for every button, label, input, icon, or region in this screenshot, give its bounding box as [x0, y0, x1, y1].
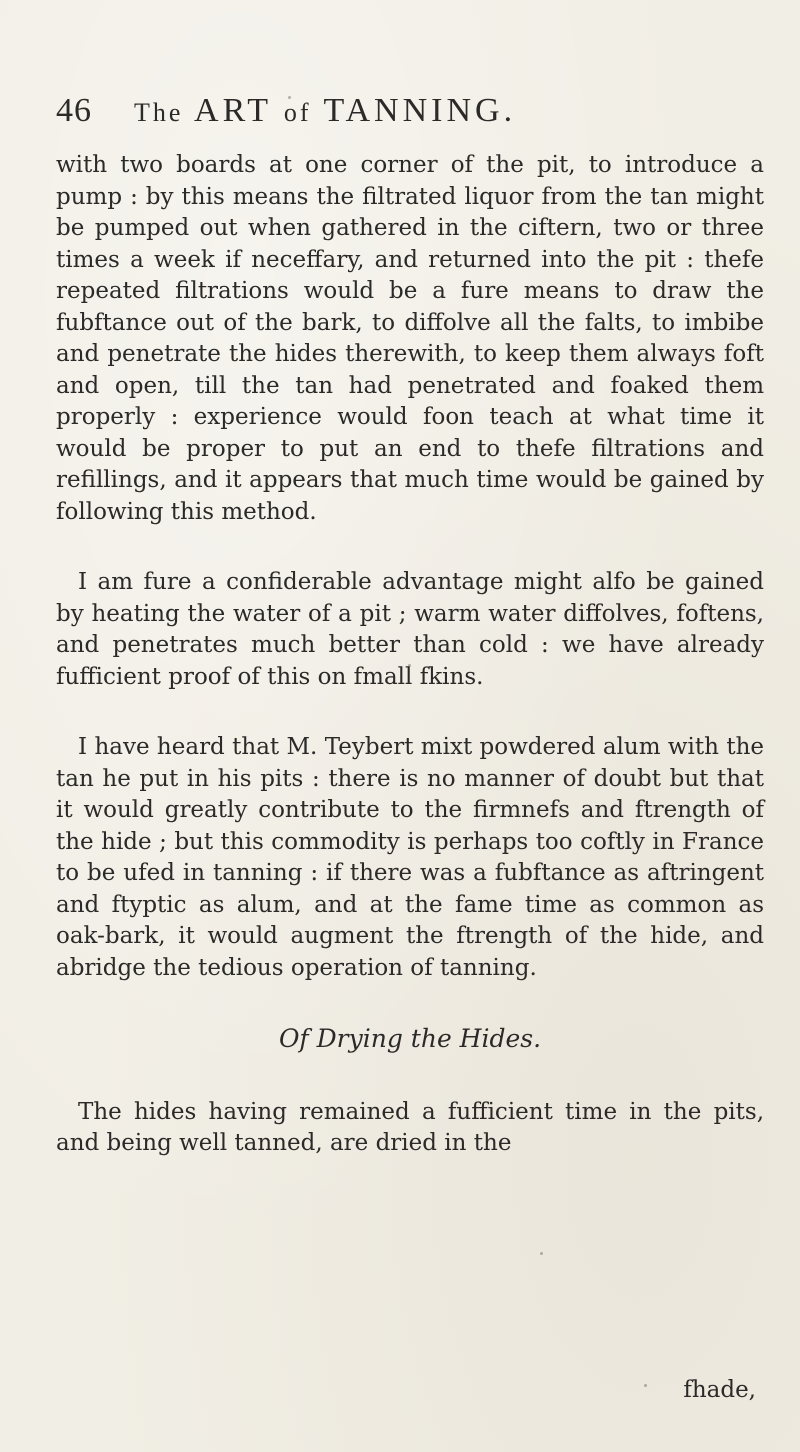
page-number: 46	[56, 92, 92, 129]
body-text	[56, 150, 764, 1160]
catchword: fhade,	[683, 1377, 756, 1403]
paper-speck	[644, 1384, 647, 1387]
running-title-of: of	[283, 98, 312, 127]
running-title-tanning: TANNING.	[323, 92, 517, 129]
running-header	[56, 92, 756, 152]
paper-speck	[540, 1252, 543, 1255]
paragraph-alum: I have heard that M. Teybert mixt powdered alum with the tan he put in his pits : there is no manner of doubt but that it would greatly contribute to the firmnefs and ftrength of the hide ; but this commodity is perhaps too coftly in France to be ufed in tanning : if there was a fubftance as aftringent and ftyptic as alum, and at the fame time as common as oak-bark, it would augment the ftrength of the hide, and abridge the tedious operation of tanning.	[56, 734, 764, 981]
running-title	[134, 92, 516, 130]
section-heading: Of Drying the Hides.	[278, 1024, 542, 1053]
paragraph-continuation: with two boards at one corner of the pit, to introduce a pump : by this means the filtrated liquor from the tan might be pumped out when gathered in the ciftern, two or three times a week if neceffary, and returned into the pit : thefe repeated filtrations would be a fure means to draw the fubftance out of the bark, to diffolve all the falts, to imbibe and penetrate the hides therewith, to keep them always foft and open, till the tan had penetrated and foaked them properly : experience would foon teach at what time it would be proper to put an end to thefe filtrations and refillings, and it appears that much time would be gained by following this method.	[56, 152, 764, 525]
paper-speck	[408, 664, 411, 667]
running-title-the: The	[134, 98, 184, 127]
paragraph-drying: The hides having remained a fufficient time in the pits, and being well tanned, are dried in the	[56, 1098, 764, 1156]
running-title-art: ART	[194, 92, 272, 129]
paper-speck	[288, 96, 291, 99]
paragraph-heating-water: I am fure a confiderable advantage might alfo be gained by heating the water of a pit ; warm water diffolves, foftens, and penetrates much better than cold : we have already fufficient proof of this on fmall fkins.	[56, 569, 764, 690]
